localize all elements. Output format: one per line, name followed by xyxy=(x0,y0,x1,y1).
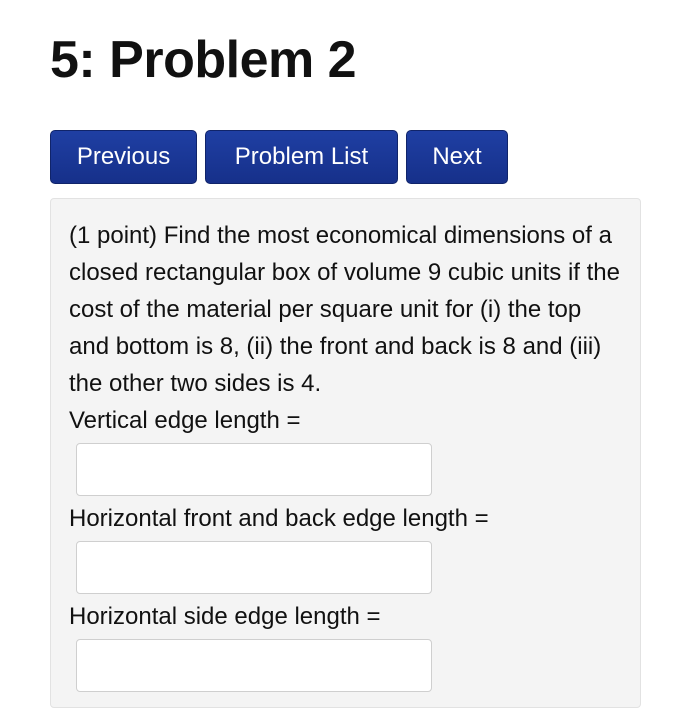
vertical-edge-input[interactable] xyxy=(76,443,432,496)
side-edge-label: Horizontal side edge length = xyxy=(69,603,381,630)
front-back-edge-input[interactable] xyxy=(76,541,432,594)
problem-list-button[interactable]: Problem List xyxy=(205,130,398,184)
problem-navigation xyxy=(50,130,508,184)
problem-statement: (1 point) Find the most economical dimensions of a closed rectangular box of volume 9 cubic units if the cost of the material per square unit for (i) the top and bottom is 8, (ii) the front and back is 8 and (iii) the other two sides is 4. xyxy=(69,222,620,397)
page-title: 5: Problem 2 xyxy=(50,31,357,89)
front-back-edge-label: Horizontal front and back edge length = xyxy=(69,505,489,532)
next-button[interactable]: Next xyxy=(406,130,508,184)
side-edge-input[interactable] xyxy=(76,639,432,692)
vertical-edge-label: Vertical edge length = xyxy=(69,407,301,434)
previous-button[interactable]: Previous xyxy=(50,130,197,184)
problem-panel xyxy=(50,198,641,708)
